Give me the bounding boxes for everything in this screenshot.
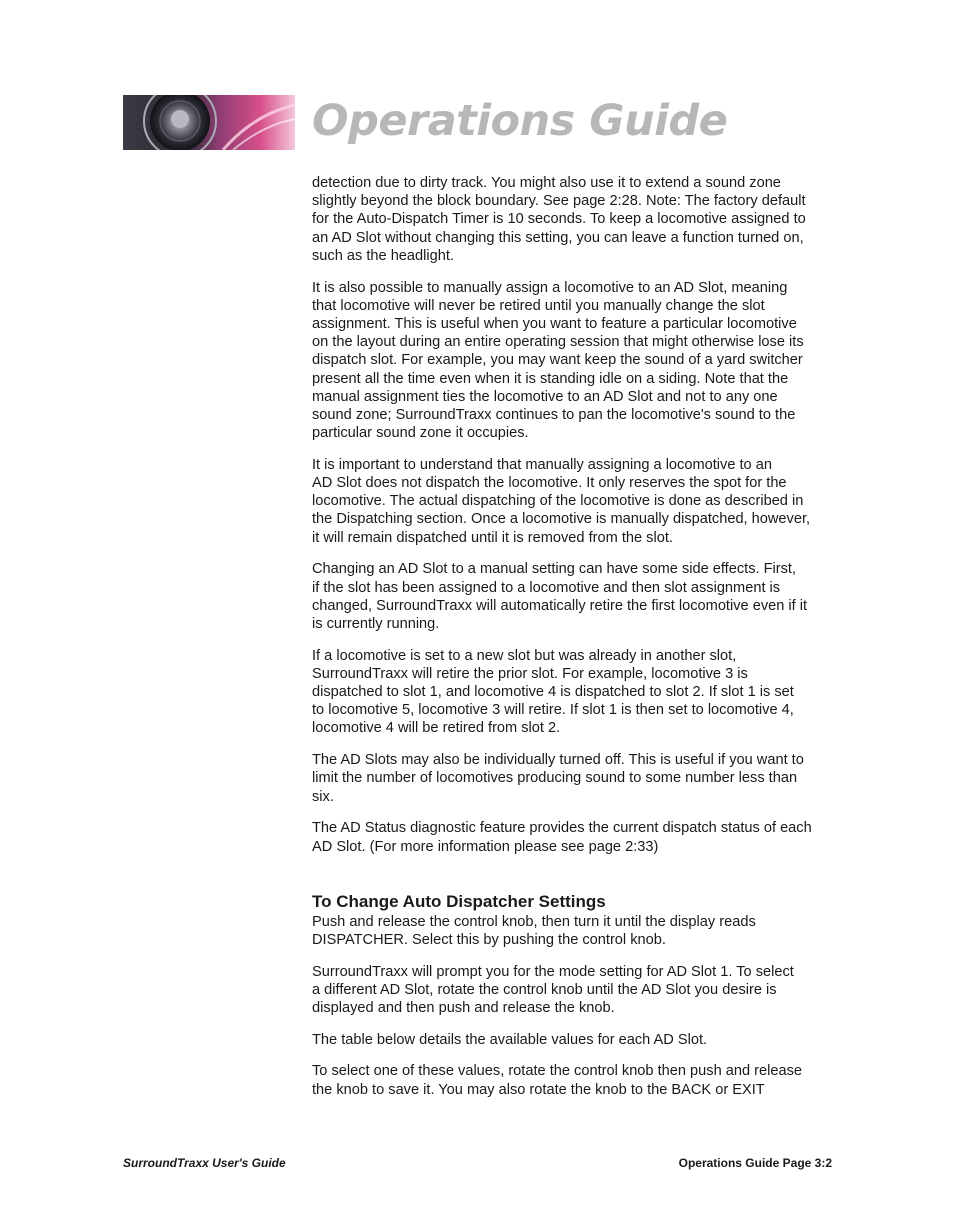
text-line: sound zone; SurroundTraxx continues to pan the locomotive's sound to the (312, 406, 796, 423)
text-line: Changing an AD Slot to a manual setting can have some side effects. First, (312, 561, 797, 578)
text-line: DISPATCHER. Select this by pushing the control knob. (312, 931, 666, 948)
text-line: SurroundTraxx will prompt you for the mode setting for AD Slot 1. To select (312, 963, 794, 980)
text-line: manual assignment ties the locomotive to an AD Slot and not to any one (312, 388, 778, 405)
paragraph (312, 1031, 834, 1049)
text-line: locomotive. The actual dispatching of the locomotive is done as described in (312, 493, 804, 510)
text-line: AD Slot. (For more information please see page 2:33) (312, 838, 659, 855)
text-line: limit the number of locomotives producing sound to some number less than (312, 770, 798, 787)
text-line: SurroundTraxx will retire the prior slot. For example, locomotive 3 is (312, 665, 748, 682)
paragraph (312, 456, 834, 547)
text-line: if the slot has been assigned to a locomotive and then slot assignment is (312, 579, 781, 596)
text-line: a different AD Slot, rotate the control knob until the AD Slot you desire is (312, 981, 777, 998)
text-line: dispatched to slot 1, and locomotive 4 is dispatched to slot 2. If slot 1 is set (312, 684, 794, 701)
paragraph (312, 1062, 834, 1098)
text-line: It is also possible to manually assign a locomotive to an AD Slot, meaning (312, 279, 788, 296)
text-line: particular sound zone it occupies. (312, 425, 529, 442)
paragraph (312, 279, 834, 443)
text-line: displayed and then push and release the knob. (312, 1000, 615, 1017)
text-line: an AD Slot without changing this setting, you can leave a function turned on, (312, 229, 804, 246)
text-line: for the Auto-Dispatch Timer is 10 seconds. To keep a locomotive assigned to (312, 211, 806, 228)
header-speaker-image (123, 95, 295, 150)
text-line: If a locomotive is set to a new slot but was already in another slot, (312, 647, 737, 664)
text-line: it will remain dispatched until it is removed from the slot. (312, 529, 673, 546)
text-line: slightly beyond the block boundary. See page 2:28. Note: The factory default (312, 193, 806, 210)
text-line: the knob to save it. You may also rotate the knob to the BACK or EXIT (312, 1081, 765, 1098)
text-line: the Dispatching section. Once a locomotive is manually dispatched, however, (312, 511, 811, 528)
text-line: The AD Slots may also be individually turned off. This is useful if you want to (312, 752, 804, 769)
footer-page-number: Operations Guide Page 3:2 (678, 1156, 832, 1170)
paragraph (312, 174, 834, 265)
paragraph (312, 560, 834, 633)
text-line: changed, SurroundTraxx will automatically retire the first locomotive even if it (312, 597, 808, 614)
text-line: to locomotive 5, locomotive 3 will retire. If slot 1 is then set to locomotive 4, (312, 702, 794, 719)
body-text (312, 174, 834, 1112)
text-line: on the layout during an entire operating session that might otherwise lose its (312, 334, 804, 351)
text-line: that locomotive will never be retired until you manually change the slot (312, 297, 765, 314)
text-line: Push and release the control knob, then turn it until the display reads (312, 913, 756, 930)
footer-guide-title: SurroundTraxx User's Guide (123, 1156, 286, 1170)
paragraph (312, 819, 834, 855)
text-line: such as the headlight. (312, 247, 454, 264)
text-line: locomotive 4 will be retired from slot 2. (312, 720, 561, 737)
text-line: dispatch slot. For example, you may want keep the sound of a yard switcher (312, 352, 803, 369)
text-line: To select one of these values, rotate the control knob then push and release (312, 1063, 803, 1080)
paragraph (312, 913, 834, 949)
text-line: AD Slot does not dispatch the locomotive. It only reserves the spot for the (312, 475, 787, 492)
page-title: Operations Guide (312, 96, 728, 146)
paragraph (312, 751, 834, 806)
text-line: assignment. This is useful when you want to feature a particular locomotive (312, 315, 797, 332)
text-line: present all the time even when it is standing idle on a siding. Note that the (312, 370, 789, 387)
text-line: six. (312, 788, 334, 805)
text-line: is currently running. (312, 615, 440, 632)
section-heading: To Change Auto Dispatcher Settings (312, 891, 606, 911)
text-line: detection due to dirty track. You might also use it to extend a sound zone (312, 175, 781, 191)
paragraph (312, 647, 834, 738)
text-line: The AD Status diagnostic feature provides the current dispatch status of each (312, 820, 812, 837)
text-line: It is important to understand that manually assigning a locomotive to an (312, 456, 772, 473)
text-line: The table below details the available values for each AD Slot. (312, 1031, 708, 1048)
speaker-graphic (123, 95, 295, 150)
paragraph (312, 963, 834, 1018)
